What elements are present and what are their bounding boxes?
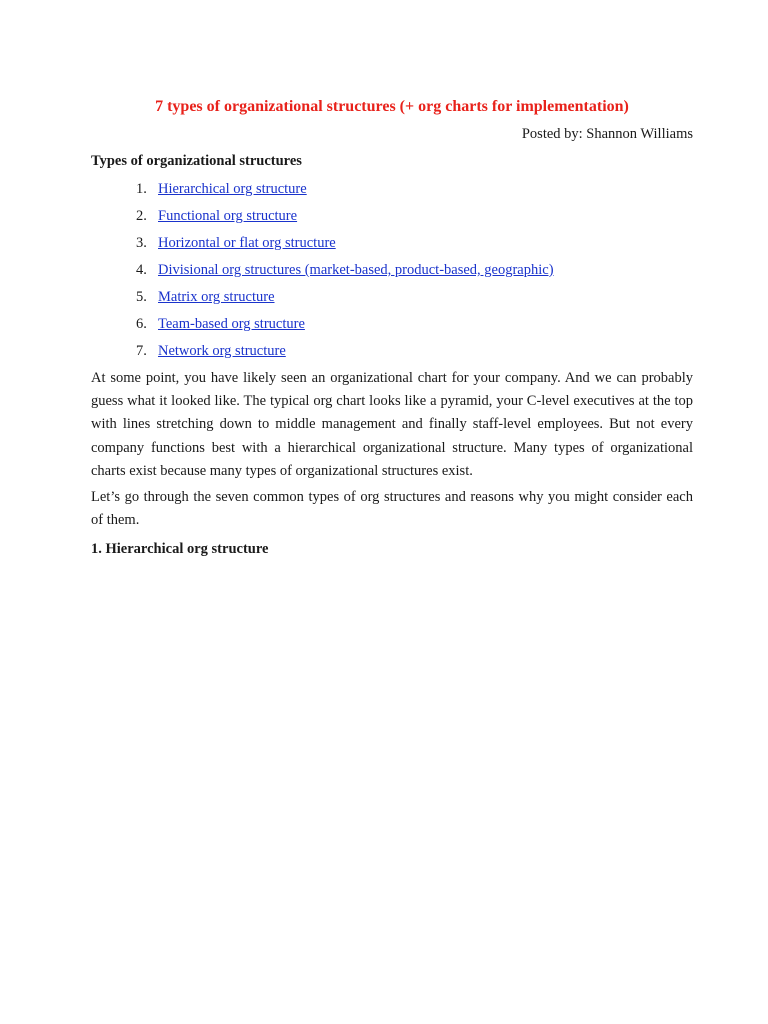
toc-heading: Types of organizational structures [91, 153, 302, 169]
toc-link-divisional[interactable]: Divisional org structures (market-based, product-based, geographic) [158, 262, 554, 278]
toc-item-number: 3. [136, 235, 147, 251]
toc-item-number: 1. [136, 181, 147, 197]
toc-link-matrix[interactable]: Matrix org structure [158, 289, 275, 305]
section-heading: 1. Hierarchical org structure [91, 541, 269, 557]
toc-item-number: 4. [136, 262, 147, 278]
overview-paragraph: Let’s go through the seven common types of org structures and reasons why you might consider each of them. [91, 489, 693, 529]
toc-item-number: 7. [136, 343, 147, 359]
intro-paragraph: At some point, you have likely seen an organizational chart for your company. And we can probably guess what it looked like. The typical org chart looks like a pyramid, your C-level executives at the top with lines stretching down to middle management and finally staff-level employees. But not every company functions best with a hierarchical organizational structure. Many types of organizational charts exist because many types of organizational structures exist. [91, 370, 693, 479]
document-title: 7 types of organizational structures (+ org charts for implementation) [155, 98, 629, 115]
author-byline: Posted by: Shannon Williams [521, 126, 693, 142]
toc-link-hierarchical[interactable]: Hierarchical org structure [158, 181, 307, 197]
toc-link-functional[interactable]: Functional org structure [158, 208, 298, 224]
toc-item-number: 2. [136, 208, 147, 224]
toc-item-number: 5. [136, 289, 147, 305]
toc-link-team-based[interactable]: Team-based org structure [158, 316, 305, 332]
toc-item-number: 6. [136, 316, 147, 332]
toc-link-network[interactable]: Network org structure [158, 343, 286, 359]
toc-link-horizontal[interactable]: Horizontal or flat org structure [158, 235, 336, 251]
